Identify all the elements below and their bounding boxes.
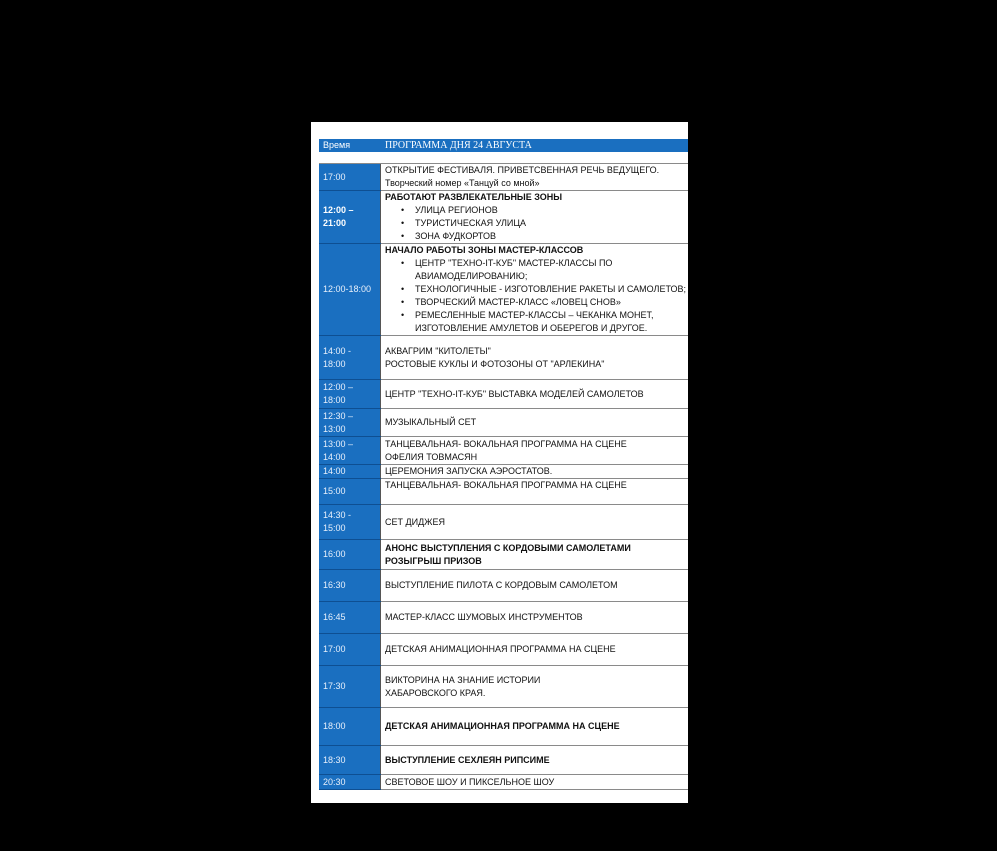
list-item: • УЛИЦА РЕГИОНОВ (415, 204, 684, 217)
row-time (319, 437, 381, 465)
row-time: 16:45 (319, 602, 381, 634)
row-text: ДЕТСКАЯ АНИМАЦИОННАЯ ПРОГРАММА НА СЦЕНЕ (385, 644, 616, 654)
row-time: 17:00 (319, 634, 381, 666)
row-time (319, 409, 381, 437)
row-time: 17:30 (319, 666, 381, 708)
row-description (381, 602, 689, 634)
row-text: РОСТОВЫЕ КУКЛЫ И ФОТОЗОНЫ ОТ "АРЛЕКИНА" (385, 358, 605, 369)
bullet-list (385, 257, 687, 335)
row-text: ХАБАРОВСКОГО КРАЯ. (385, 687, 486, 698)
table-row (319, 380, 688, 409)
row-text: ТАНЦЕВАЛЬНАЯ- ВОКАЛЬНАЯ ПРОГРАММА НА СЦЕНЕ (385, 438, 627, 449)
row-time: 20:30 (319, 775, 381, 790)
row-description (381, 164, 689, 191)
row-description (381, 708, 689, 746)
row-time-end: 21:00 (323, 218, 347, 228)
row-text: ВЫСТУПЛЕНИЕ СЕХЛЕЯН РИПСИМЕ (385, 754, 550, 765)
row-time-end: 15:00 (323, 523, 346, 533)
row-time (319, 191, 381, 244)
table-row (319, 479, 688, 505)
row-text: ДЕТСКАЯ АНИМАЦИОННАЯ ПРОГРАММА НА СЦЕНЕ (385, 721, 620, 731)
row-time-start: 13:00 – (323, 438, 354, 449)
bullet-list (385, 204, 684, 243)
table-row (319, 164, 688, 191)
row-text: ЦЕНТР "ТЕХНО-IT-КУБ" ВЫСТАВКА МОДЕЛЕЙ САМОЛЕТОВ (385, 388, 644, 399)
row-time: 12:00-18:00 (319, 244, 381, 336)
table-row (319, 437, 688, 465)
row-time-end: 13:00 (323, 423, 346, 434)
row-text: СЕТ ДИДЖЕЯ (385, 516, 445, 527)
table-row (319, 634, 688, 666)
row-text: СВЕТОВОЕ ШОУ И ПИКСЕЛЬНОЕ ШОУ (385, 776, 555, 787)
table-row (319, 775, 688, 790)
row-description (381, 570, 689, 602)
row-time (319, 505, 381, 540)
row-description (381, 775, 689, 790)
list-item: • ТВОРЧЕСКИЙ МАСТЕР-КЛАСС «ЛОВЕЦ СНОВ» (415, 296, 684, 309)
row-time-start: 12:00 – (323, 382, 354, 392)
time-column-header: Время (319, 139, 381, 152)
row-time-start: 12:30 – (323, 410, 354, 421)
row-time (319, 336, 381, 380)
row-text: РОЗЫГРЫШ ПРИЗОВ (385, 555, 482, 566)
row-description (381, 540, 689, 570)
table-row (319, 505, 688, 540)
spacer-row (319, 152, 688, 164)
document-page (311, 122, 688, 803)
row-description (381, 191, 689, 244)
schedule-table (319, 139, 688, 790)
table-row (319, 602, 688, 634)
row-text: ВЫСТУПЛЕНИЕ ПИЛОТА С КОРДОВЫМ САМОЛЕТОМ (385, 580, 618, 590)
row-title: НАЧАЛО РАБОТЫ ЗОНЫ МАСТЕР-КЛАССОВ (385, 245, 584, 255)
row-time: 18:30 (319, 746, 381, 775)
row-description (381, 666, 689, 708)
row-time-end: 18:00 (323, 358, 346, 369)
table-row (319, 409, 688, 437)
row-text: Творческий номер «Танцуй со мной» (385, 178, 540, 188)
row-text: АНОНС ВЫСТУПЛЕНИЯ С КОРДОВЫМИ САМОЛЕТАМИ (385, 542, 631, 553)
row-title: РАБОТАЮТ РАЗВЛЕКАТЕЛЬНЫЕ ЗОНЫ (385, 192, 563, 202)
row-text: МУЗЫКАЛЬНЫЙ СЕТ (385, 417, 477, 427)
row-text: ОТКРЫТИЕ ФЕСТИВАЛЯ. ПРИВЕТСВЕННАЯ РЕЧЬ ВЕДУЩЕГО. (385, 165, 660, 175)
row-description (381, 479, 689, 505)
row-description (381, 336, 689, 380)
row-time-start: 14:30 - (323, 510, 352, 520)
row-time: 15:00 (319, 479, 381, 505)
row-time-end: 18:00 (323, 395, 346, 405)
row-description (381, 380, 689, 409)
table-row (319, 465, 688, 479)
table-header-row (319, 139, 688, 152)
list-item: • РЕМЕСЛЕННЫЕ МАСТЕР-КЛАССЫ – ЧЕКАНКА МОНЕТ, ИЗГОТОВЛЕНИЕ АМУЛЕТОВ И ОБЕРЕГОВ И ДРУГОЕ. (415, 309, 684, 335)
row-time (319, 380, 381, 409)
table-row (319, 336, 688, 380)
row-time: 16:00 (319, 540, 381, 570)
row-text: МАСТЕР-КЛАСС ШУМОВЫХ ИНСТРУМЕНТОВ (385, 612, 583, 622)
row-text: ВИКТОРИНА НА ЗНАНИЕ ИСТОРИИ (385, 674, 541, 685)
row-description (381, 746, 689, 775)
row-time: 16:30 (319, 570, 381, 602)
program-title: ПРОГРАММА ДНЯ 24 АВГУСТА (381, 139, 689, 152)
list-item: • ТЕХНОЛОГИЧНЫЕ - ИЗГОТОВЛЕНИЕ РАКЕТЫ И САМОЛЕТОВ; (415, 283, 684, 296)
row-description (381, 634, 689, 666)
list-item: • ЗОНА ФУДКОРТОВ (415, 230, 684, 243)
row-description (381, 409, 689, 437)
row-time: 17:00 (319, 164, 381, 191)
table-row (319, 191, 688, 244)
row-description (381, 244, 689, 336)
table-row (319, 746, 688, 775)
table-row (319, 666, 688, 708)
list-item: • ЦЕНТР "ТЕХНО-IT-КУБ" МАСТЕР-КЛАССЫ ПО АВИАМОДЕЛИРОВАНИЮ; (415, 257, 684, 283)
row-description (381, 465, 689, 479)
table-row (319, 540, 688, 570)
row-time-start: 14:00 - (323, 345, 352, 356)
list-item: • ТУРИСТИЧЕСКАЯ УЛИЦА (415, 217, 684, 230)
table-row (319, 244, 688, 336)
table-row (319, 570, 688, 602)
table-row (319, 708, 688, 746)
row-description (381, 505, 689, 540)
row-time-start: 12:00 – (323, 205, 354, 215)
row-description (381, 437, 689, 465)
row-text: ЦЕРЕМОНИЯ ЗАПУСКА АЭРОСТАТОВ. (385, 466, 553, 476)
row-time: 18:00 (319, 708, 381, 746)
row-time-end: 14:00 (323, 451, 346, 462)
row-text: ОФЕЛИЯ ТОВМАСЯН (385, 451, 478, 462)
row-text: АКВАГРИМ "КИТОЛЕТЫ" (385, 345, 491, 356)
row-text: ТАНЦЕВАЛЬНАЯ- ВОКАЛЬНАЯ ПРОГРАММА НА СЦЕНЕ (385, 480, 627, 490)
row-time: 14:00 (319, 465, 381, 479)
